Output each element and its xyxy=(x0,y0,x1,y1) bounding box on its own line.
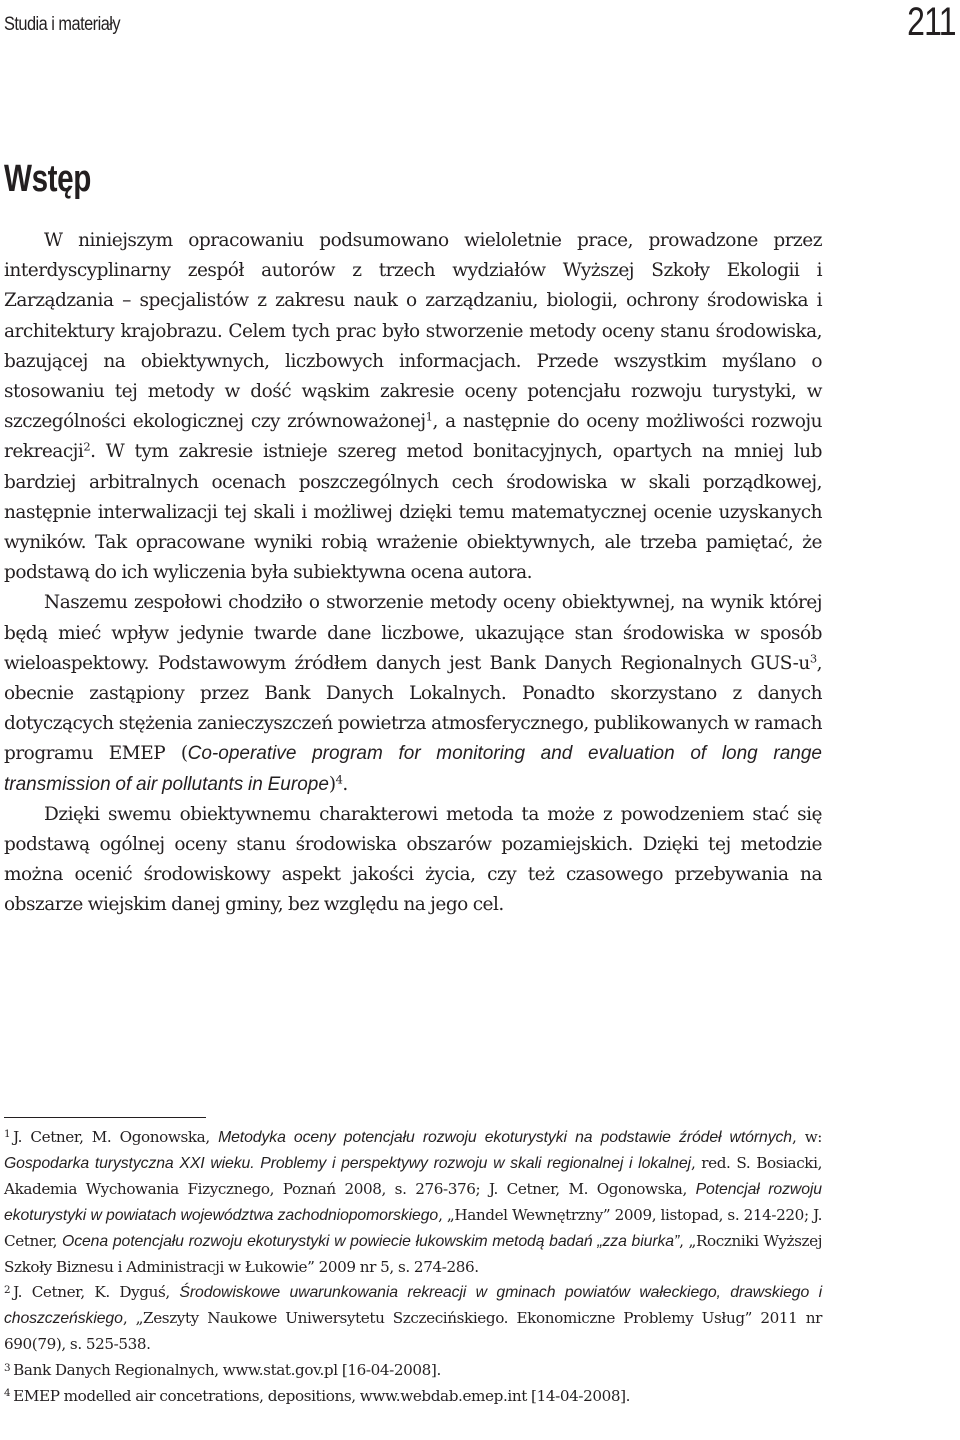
footnote-3-number: 3 xyxy=(4,1361,11,1374)
footnote-1 xyxy=(4,1125,822,1280)
paragraph-2 xyxy=(4,588,822,799)
paragraph-3: Dzięki swemu obiektywnemu charakterowi metoda ta może z powodzeniem stać się podstawą ogólnej oceny stanu środowiska obszarów pozamiejskich. Dzięki tej metodzie można ocenić środowiskowy aspekt jakości życia, czy też czasowego przebywania na obszarze wiejskim danej gminy, bez względu na jego cel. xyxy=(4,803,822,916)
paragraph-1-part-2: , a następnie do oceny możliwości rozwoju rekreacji xyxy=(4,411,822,463)
footnote-1-text-b: , w: xyxy=(791,1128,823,1146)
body-text xyxy=(4,226,822,921)
footnote-3-text: Bank Danych Regionalnych, www.stat.gov.pl [16-04-2008]. xyxy=(13,1361,441,1380)
paragraph-1-part-1: W niniejszym opracowaniu podsumowano wieloletnie prace, prowadzone przez interdyscyplinarny zespół autorów z trzech wydziałów Wyższej Szkoły Ekologii i Zarządzania – specjalistów z zakresu nauk o zarządzaniu, biologii, ochrony środowiska i architektury krajobrazu. Celem tych prac było stworzenie metody oceny stanu środowiska, bazującej na obiektywnych, liczbowych informacjach. Przede wszystkim myślano o stosowaniu tej metody w dość wąskim zakresie oceny potencjału rozwoju turystyki, w szczególności ekologicznej czy zrównoważonej xyxy=(4,230,822,433)
running-title: Studia i materiały xyxy=(4,14,121,35)
footnote-4-number: 4 xyxy=(4,1387,11,1400)
footnote-1-number: 1 xyxy=(4,1128,11,1141)
paragraph-2-part-4: . xyxy=(342,773,348,795)
emep-program-name: Co-operative program for monitoring and evaluation of long range transmission of air pollutants in Europe xyxy=(4,743,822,795)
footnote-3 xyxy=(4,1358,822,1384)
footnote-separator xyxy=(4,1117,206,1118)
footnote-ref-4: 4 xyxy=(335,772,343,787)
footnote-4 xyxy=(4,1384,822,1410)
paragraph-1-part-3: . W tym zakresie istnieje szereg metod bonitacyjnych, opartych na mniej lub bardziej arbitralnych ocenach poszczególnych cech środowiska w skali porządkowej, następnie interwalizacji tej skali i możliwej dzięki temu matematycznej ocenie uzyskanych wyników. Tak opracowane wyniki robią wrażenie obiektywnych, ale trzeba pamiętać, że podstawą do ich wyliczenia była subiektywna ocena autora. xyxy=(4,441,822,584)
footnote-1-title-a: Metodyka oceny potencjału rozwoju ekoturystyki na podstawie źródeł wtórnych xyxy=(218,1129,792,1146)
paragraph-1 xyxy=(4,226,822,588)
paragraph-2-part-2: , obecnie zastąpiony przez Bank Danych Lokalnych. Ponadto skorzystano z danych dotyczących stężenia zanieczyszczeń powietrza atmosferycznego, publikowanych w ramach programu EMEP ( xyxy=(4,652,822,765)
footnote-1-text-a: J. Cetner, M. Ogonowska, xyxy=(13,1128,219,1146)
footnote-1-title-c: Potencjał rozwoju ekoturystyki w powiatach województwa zachodniopomorskiego xyxy=(4,1180,822,1224)
footnote-ref-1: 1 xyxy=(425,409,433,424)
section-heading: Wstęp xyxy=(4,158,91,200)
footnote-1-text-e: , „Roczniki Wyższej Szkoły Biznesu i Administracji w Łukowie” 2009 nr 5, s. 274-286. xyxy=(4,1231,822,1276)
paragraph-2-part-3: ) xyxy=(328,773,336,795)
paragraph-2-part-1: Naszemu zespołowi chodziło o stworzenie metody oceny obiektywnej, na wynik której będą mieć wpływ jedynie twarde dane liczbowe, ukazujące stan środowiska w sposób wieloaspektowy. Podstawowym źródłem danych jest Bank Danych Regionalnych GUS-u xyxy=(4,592,822,674)
footnotes xyxy=(4,1125,822,1410)
footnote-1-text-d: , „Handel Wewnętrzny” 2009, listopad, s. 214-220; J. Cetner, xyxy=(4,1205,823,1250)
footnote-2-text-b: , „Zeszyty Naukowe Uniwersytetu Szczecińskiego. Ekonomiczne Problemy Usług” 2011 nr 690(79), s. 525-538. xyxy=(4,1309,822,1354)
footnote-1-text-c: , red. S. Bosiacki, Akademia Wychowania Fizycznego, Poznań 2008, s. 276-376; J. Cetner, M. Ogonowska, xyxy=(4,1153,822,1198)
footnote-1-title-d: Ocena potencjału rozwoju ekoturystyki w powiecie łukowskim metodą badań „zza biurka” xyxy=(62,1232,680,1250)
footnote-1-title-b: Gospodarka turystyczna XXI wieku. Problemy i perspektywy rozwoju w skali regionalnej i lokalnej xyxy=(4,1154,691,1172)
footnote-2-title: Środowiskowe uwarunkowania rekreacji w gminach powiatów wałeckiego, drawskiego i choszczeńskiego xyxy=(4,1284,822,1328)
page-number: 211 xyxy=(907,0,956,44)
footnote-2-text-a: J. Cetner, K. Dyguś, xyxy=(13,1283,180,1302)
footnote-4-text: EMEP modelled air concetrations, depositions, www.webdab.emep.int [14-04-2008]. xyxy=(13,1387,631,1406)
footnote-ref-2: 2 xyxy=(83,440,91,455)
footnote-2 xyxy=(4,1280,822,1358)
footnote-2-number: 2 xyxy=(4,1283,11,1296)
footnote-ref-3: 3 xyxy=(809,651,817,666)
